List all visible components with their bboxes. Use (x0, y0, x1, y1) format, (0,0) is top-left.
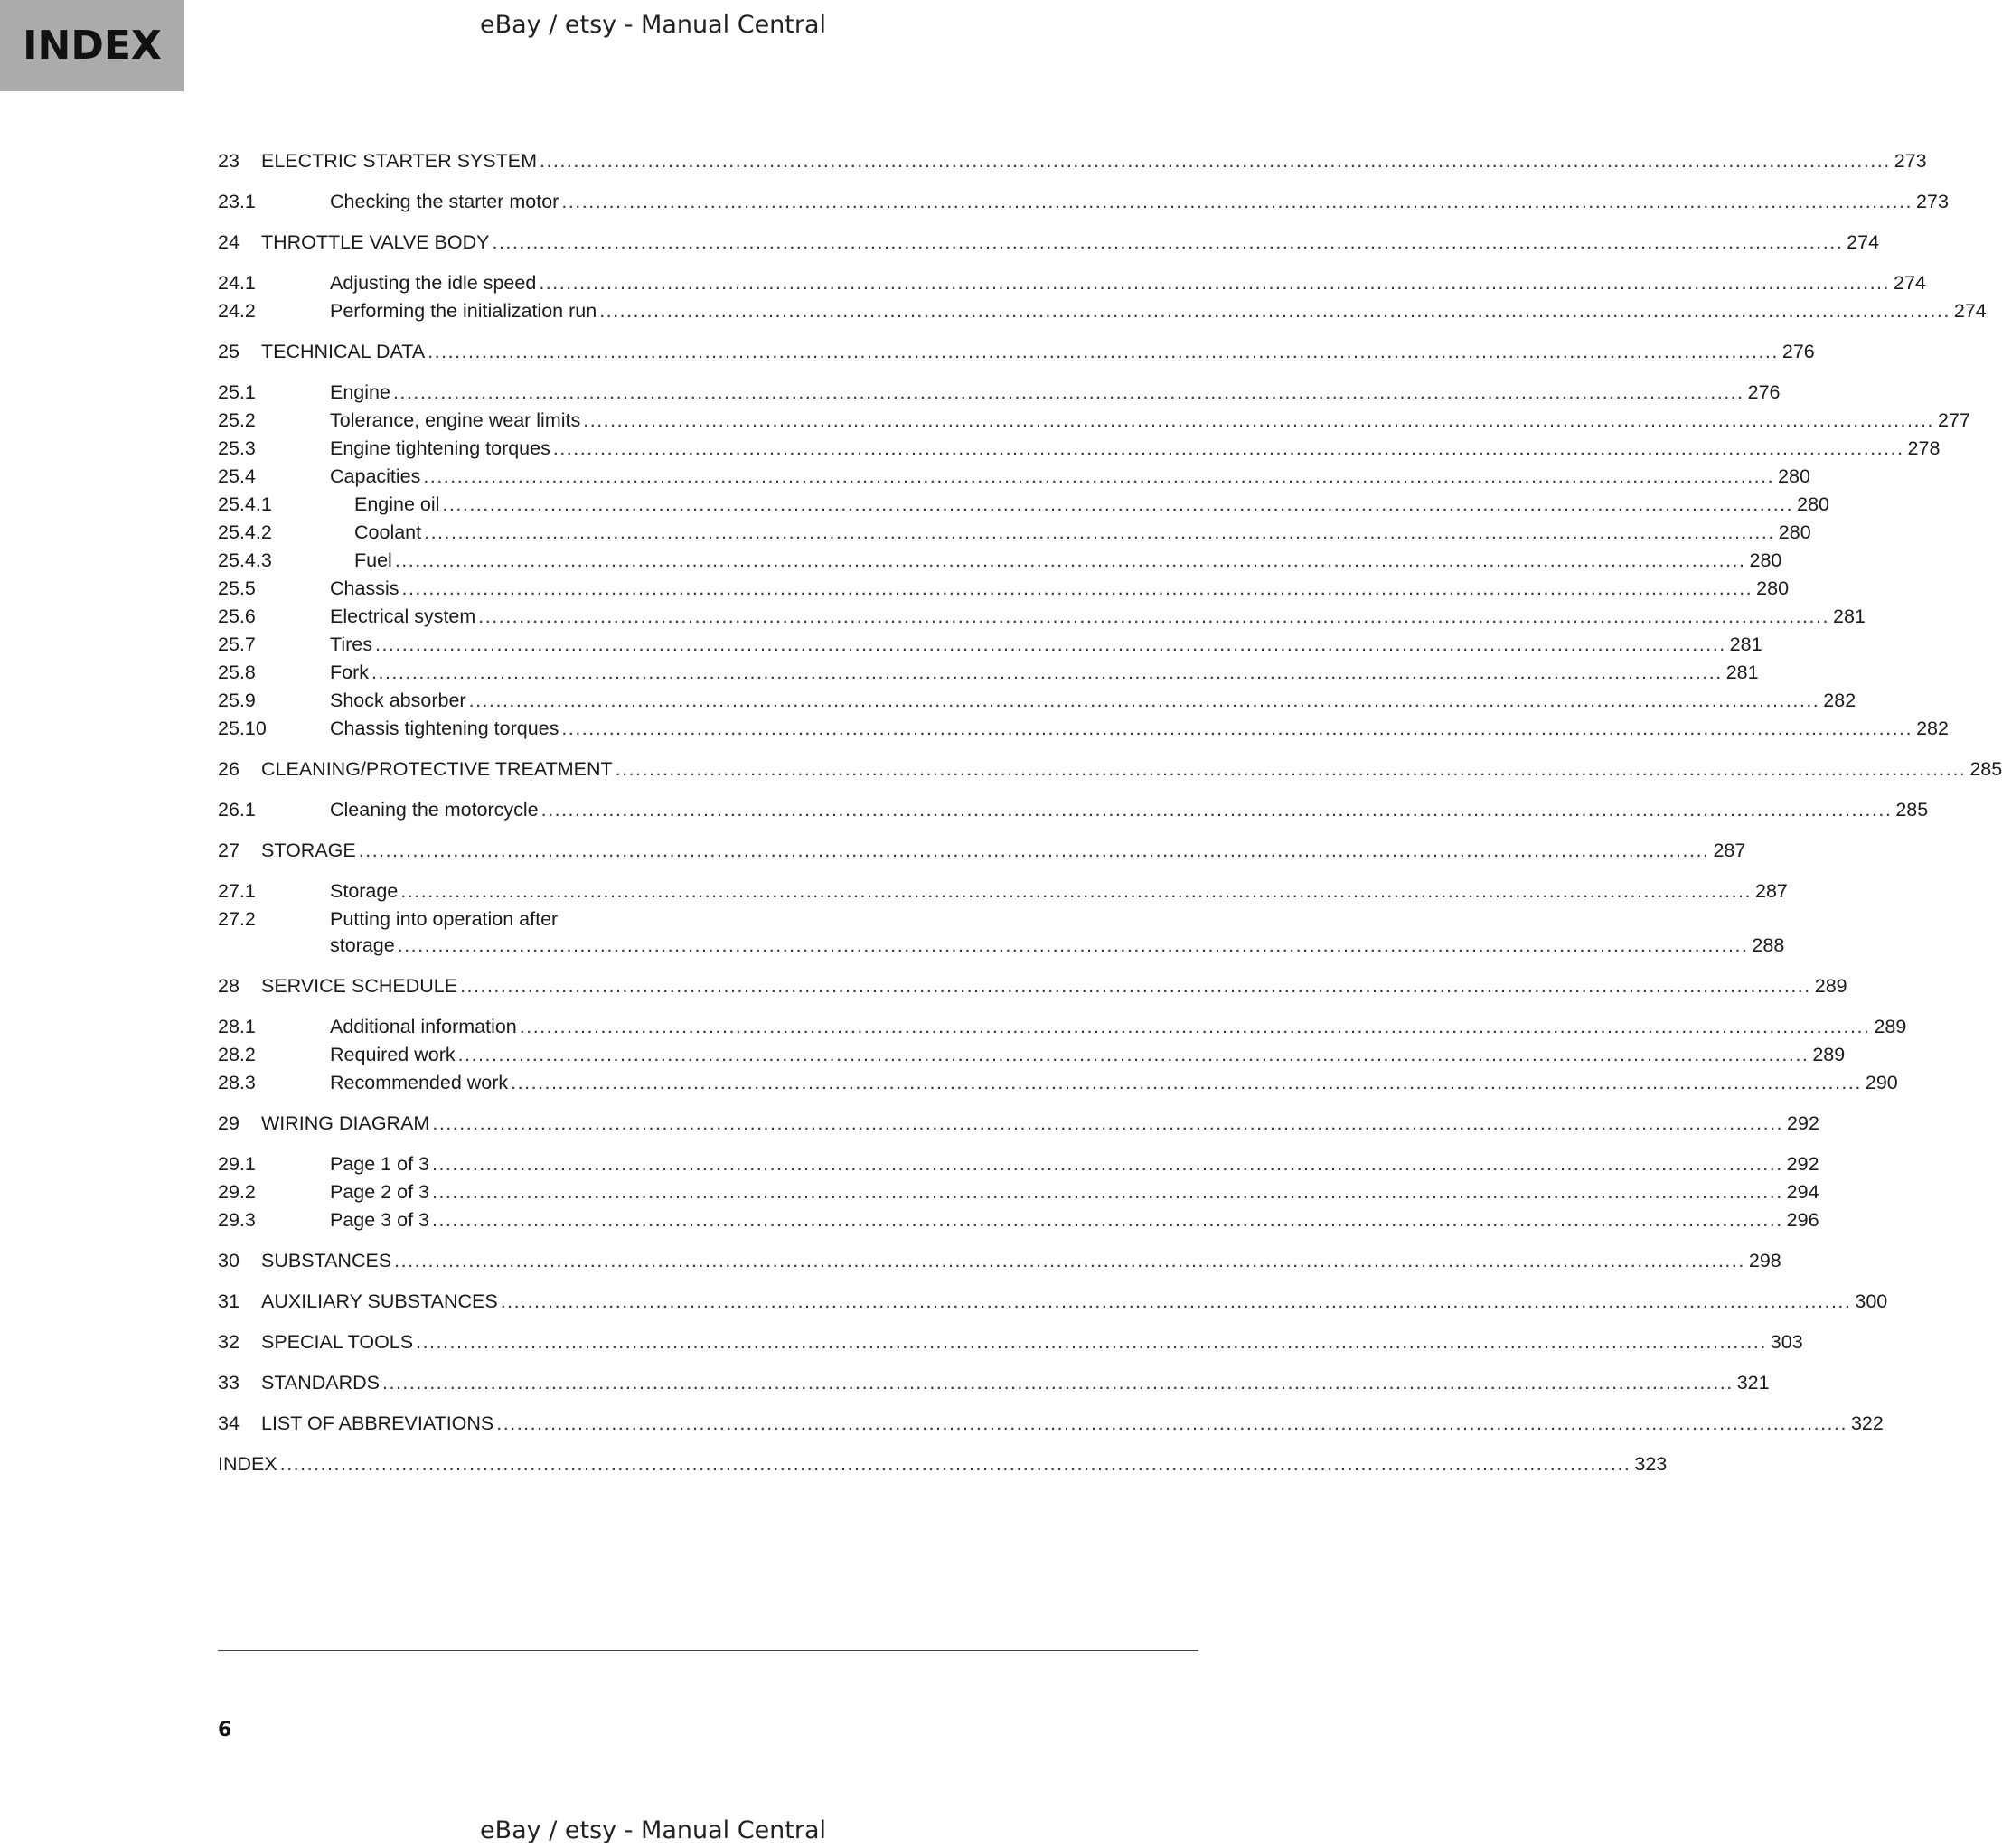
dot-leader: ........................................................................................................................................................................................................ (382, 1372, 1734, 1393)
dot-leader: ........................................................................................................................................................................................................ (540, 799, 1893, 821)
dot-leader: ........................................................................................................................................................................................................ (615, 758, 1967, 780)
toc-entry[interactable] (218, 575, 1790, 603)
toc-entry[interactable] (218, 1450, 1668, 1478)
toc-entry-title: Recommended work (330, 1072, 509, 1093)
toc-entry[interactable] (218, 1178, 1819, 1206)
toc-entry-page: 277 (1937, 409, 1970, 431)
toc-entry-page: 281 (1725, 661, 1759, 683)
dot-leader: ........................................................................................................................................................................................................ (478, 605, 1829, 627)
toc-entry-page: 321 (1736, 1372, 1770, 1393)
toc-entry-page: 292 (1786, 1153, 1819, 1175)
toc-entry[interactable] (218, 1247, 1781, 1275)
toc-entry-title: WIRING DIAGRAM (261, 1112, 430, 1134)
toc-entry-number: 25.4 (218, 465, 256, 487)
toc-entry[interactable] (218, 1369, 1770, 1397)
toc-entry-title: Checking the starter motor (330, 191, 559, 212)
toc-entry-page: 273 (1916, 191, 1949, 212)
toc-entry-number: 30 (218, 1250, 240, 1271)
toc-entry-number: 25.8 (218, 661, 256, 683)
dot-leader: ........................................................................................................................................................................................................ (392, 381, 1744, 403)
dot-leader: ........................................................................................................................................................................................................ (492, 231, 1844, 253)
toc-entry-page: 285 (1895, 799, 1929, 821)
toc-entry-number: 27 (218, 840, 240, 861)
toc-entry[interactable] (218, 519, 1811, 547)
toc-entry[interactable] (218, 659, 1759, 687)
toc-entry-title: Performing the initialization run (330, 300, 597, 322)
toc-entry-title: Electrical system (330, 605, 476, 627)
toc-entry[interactable] (218, 407, 1970, 435)
toc-entry-title: Capacities (330, 465, 421, 487)
toc-entry-page: 280 (1797, 493, 1829, 515)
toc-entry-number: 23 (218, 150, 240, 172)
toc-entry-title: STORAGE (261, 840, 356, 861)
dot-leader: ........................................................................................................................................................................................................ (457, 1044, 1809, 1065)
toc-entry[interactable] (218, 435, 1941, 463)
toc-entry-page: 303 (1770, 1331, 1803, 1353)
toc-entry-title: Page 3 of 3 (330, 1209, 429, 1231)
toc-entry[interactable] (218, 338, 1815, 366)
toc-entry-page: 280 (1778, 521, 1811, 543)
toc-entry-number: 31 (218, 1290, 240, 1312)
dot-leader: ........................................................................................................................................................................................................ (431, 1209, 1783, 1231)
toc-entry-page: 278 (1907, 437, 1941, 459)
toc-entry-number: 25.5 (218, 577, 256, 599)
toc-entry[interactable] (218, 877, 1788, 905)
dot-leader: ........................................................................................................................................................................................................ (358, 840, 1710, 861)
toc-entry-number: 28.2 (218, 1044, 256, 1065)
toc-entry-number: 27.1 (218, 880, 256, 902)
dot-leader: ........................................................................................................................................................................................................ (431, 1153, 1783, 1175)
toc-entry[interactable] (218, 1041, 1846, 1069)
toc-entry-page: 276 (1747, 381, 1781, 403)
toc-entry[interactable] (218, 1110, 1819, 1138)
toc-entry-title: Adjusting the idle speed (330, 272, 537, 294)
toc-entry-title: STANDARDS (261, 1372, 381, 1393)
toc-entry-number: 23.1 (218, 191, 256, 212)
toc-entry[interactable] (218, 1013, 1907, 1041)
toc-entry-number: 25 (218, 341, 240, 362)
toc-entry[interactable] (218, 547, 1782, 575)
toc-entry-page: 280 (1778, 465, 1810, 487)
toc-entry[interactable] (218, 796, 1929, 824)
toc-entry-page: 300 (1855, 1290, 1888, 1312)
toc-entry[interactable] (218, 463, 1810, 491)
toc-entry-number: 24.2 (218, 300, 256, 322)
toc-entry[interactable] (218, 1069, 1898, 1097)
toc-entry-page: 323 (1634, 1453, 1668, 1475)
dot-leader: ........................................................................................................................................................................................................ (374, 633, 1726, 655)
toc-entry-title: ELECTRIC STARTER SYSTEM (261, 150, 538, 172)
toc-entry-title: CLEANING/PROTECTIVE TREATMENT (261, 758, 613, 780)
toc-entry-title: Tolerance, engine wear limits (330, 409, 581, 431)
toc-entry-title: Coolant (354, 521, 422, 543)
dot-leader: ........................................................................................................................................................................................................ (400, 880, 1752, 902)
toc-entry[interactable] (218, 1410, 1884, 1438)
toc-entry-title: Putting into operation after (330, 908, 559, 930)
dot-leader: ........................................................................................................................................................................................................ (561, 718, 1913, 739)
toc-entry[interactable] (218, 1328, 1803, 1356)
dot-leader: ........................................................................................................................................................................................................ (394, 1250, 1745, 1271)
toc-entry-title: THROTTLE VALVE BODY (261, 231, 490, 253)
dot-leader: ........................................................................................................................................................................................................ (540, 150, 1891, 172)
toc-entry[interactable] (218, 1288, 1888, 1316)
toc-entry-page: 281 (1729, 633, 1762, 655)
toc-entry-page: 294 (1786, 1181, 1819, 1203)
toc-entry-number: 34 (218, 1412, 240, 1434)
toc-entry-number: 28.3 (218, 1072, 256, 1093)
dot-leader: ........................................................................................................................................................................................................ (519, 1016, 1871, 1037)
toc-entry-title: Additional information (330, 1016, 517, 1037)
toc-entry-number: 25.4.3 (218, 549, 272, 571)
toc-entry[interactable] (218, 1206, 1819, 1234)
toc-entry-title: Page 1 of 3 (330, 1153, 429, 1175)
toc-entry-number: 29.2 (218, 1181, 256, 1203)
toc-entry-number: 26.1 (218, 799, 256, 821)
toc-entry[interactable] (218, 905, 692, 933)
toc-entry-number: 25.2 (218, 409, 256, 431)
toc-entry-number: 25.9 (218, 689, 256, 711)
dot-leader: ........................................................................................................................................................................................................ (599, 300, 1950, 322)
toc-entry-title: Storage (330, 880, 399, 902)
dot-leader: ........................................................................................................................................................................................................ (552, 437, 1904, 459)
toc-entry-title: Tires (330, 633, 372, 655)
toc-entry[interactable] (218, 147, 1927, 175)
toc-entry-number: 26 (218, 758, 240, 780)
dot-leader: ........................................................................................................................................................................................................ (371, 661, 1723, 683)
toc-entry-page: 289 (1874, 1016, 1907, 1037)
index-tab-label: INDEX (23, 23, 162, 69)
toc-entry-number: 24 (218, 231, 240, 253)
dot-leader: ........................................................................................................................................................................................................ (468, 689, 1820, 711)
toc-entry[interactable] (218, 755, 2002, 783)
dot-leader: ........................................................................................................................................................................................................ (401, 577, 1753, 599)
toc-entry-page: 287 (1755, 880, 1788, 902)
dot-leader: ........................................................................................................................................................................................................ (539, 272, 1890, 294)
toc-entry-title: Engine (330, 381, 390, 403)
toc-entry-page: 280 (1749, 549, 1782, 571)
dot-leader: ........................................................................................................................................................................................................ (428, 341, 1779, 362)
toc-entry[interactable] (218, 379, 1781, 407)
toc-entry-page: 274 (1953, 300, 1987, 322)
toc-entry-number: 29.1 (218, 1153, 256, 1175)
toc-entry-title: INDEX (218, 1453, 277, 1475)
toc-entry-page: 288 (1752, 934, 1785, 956)
dot-leader: ........................................................................................................................................................................................................ (500, 1290, 1852, 1312)
toc-entry-title: Chassis (330, 577, 399, 599)
toc-entry-title: Fuel (354, 549, 392, 571)
toc-entry[interactable] (218, 631, 1762, 659)
toc-entry-page: 290 (1865, 1072, 1898, 1093)
toc-entry-title: Required work (330, 1044, 456, 1065)
toc-entry-number: 28 (218, 975, 240, 997)
dot-leader: ........................................................................................................................................................................................................ (279, 1453, 1631, 1475)
toc-entry-page: 285 (1969, 758, 2002, 780)
toc-entry-number: 25.7 (218, 633, 256, 655)
toc-entry-page: 292 (1787, 1112, 1819, 1134)
toc-entry-title: Fork (330, 661, 369, 683)
dot-leader: ........................................................................................................................................................................................................ (496, 1412, 1847, 1434)
dot-leader: ........................................................................................................................................................................................................ (431, 1181, 1783, 1203)
toc-entry-number: 25.4.2 (218, 521, 272, 543)
toc-entry-title: SUBSTANCES (261, 1250, 392, 1271)
toc-entry-title: Page 2 of 3 (330, 1181, 429, 1203)
toc-entry-number: 28.1 (218, 1016, 256, 1037)
toc-entry[interactable] (218, 687, 1856, 715)
dot-leader: ........................................................................................................................................................................................................ (583, 409, 1934, 431)
dot-leader: ........................................................................................................................................................................................................ (460, 975, 1811, 997)
toc-entry-page: 282 (1916, 718, 1949, 739)
toc-entry-title: Engine oil (354, 493, 440, 515)
toc-entry[interactable] (218, 715, 1949, 743)
toc-entry-page: 296 (1786, 1209, 1819, 1231)
dot-leader: ........................................................................................................................................................................................................ (423, 465, 1775, 487)
footer-watermark: eBay / etsy - Manual Central (479, 1816, 827, 1844)
toc-entry-page: 322 (1850, 1412, 1884, 1434)
toc-entry[interactable] (218, 188, 1949, 216)
toc-entry-page: 289 (1814, 975, 1847, 997)
dot-leader: ........................................................................................................................................................................................................ (432, 1112, 1784, 1134)
toc-entry-page: 280 (1756, 577, 1790, 599)
toc-entry-page: 289 (1812, 1044, 1846, 1065)
toc-entry-title-continued: storage (330, 934, 395, 956)
toc-entry-page: 274 (1894, 272, 1926, 294)
toc-entry[interactable] (218, 491, 1829, 519)
footer-divider (218, 1650, 1198, 1651)
toc-entry[interactable] (218, 972, 1847, 1000)
toc-entry-page: 281 (1832, 605, 1866, 627)
dot-leader: ........................................................................................................................................................................................................ (424, 521, 1775, 543)
dot-leader: ........................................................................................................................................................................................................ (442, 493, 1794, 515)
toc-entry-number: 32 (218, 1331, 240, 1353)
toc-entry-title: AUXILIARY SUBSTANCES (261, 1290, 498, 1312)
toc-entry-title: SPECIAL TOOLS (261, 1331, 414, 1353)
toc-entry[interactable] (218, 297, 1987, 325)
toc-entry[interactable] (218, 269, 1926, 297)
toc-entry-page: 274 (1847, 231, 1880, 253)
toc-entry-title: TECHNICAL DATA (261, 341, 426, 362)
toc-entry-page: 282 (1823, 689, 1856, 711)
toc-entry-title: LIST OF ABBREVIATIONS (261, 1412, 494, 1434)
toc-entry-number: 29.3 (218, 1209, 256, 1231)
toc-entry-number: 25.10 (218, 718, 267, 739)
toc-entry-number: 33 (218, 1372, 240, 1393)
dot-leader: ........................................................................................................................................................................................................ (511, 1072, 1862, 1093)
toc-entry[interactable] (218, 229, 1880, 257)
toc-entry-title: Chassis tightening torques (330, 718, 559, 739)
dot-leader: ........................................................................................................................................................................................................ (394, 549, 1746, 571)
dot-leader: ........................................................................................................................................................................................................ (397, 934, 1749, 956)
toc-entry-title: SERVICE SCHEDULE (261, 975, 458, 997)
toc-entry-page: 287 (1713, 840, 1746, 861)
toc-entry-page: 298 (1748, 1250, 1781, 1271)
page-number: 6 (218, 1719, 232, 1741)
toc-entry-number: 25.3 (218, 437, 256, 459)
toc-entry[interactable] (218, 837, 1746, 865)
toc-entry[interactable] (218, 1150, 1819, 1178)
toc-entry-title: Engine tightening torques (330, 437, 550, 459)
dot-leader: ........................................................................................................................................................................................................ (416, 1331, 1767, 1353)
toc-entry-page: 276 (1781, 341, 1815, 362)
toc-entry-number: 25.1 (218, 381, 256, 403)
toc-entry-title: Cleaning the motorcycle (330, 799, 539, 821)
toc-entry-page: 273 (1894, 150, 1927, 172)
dot-leader: ........................................................................................................................................................................................................ (561, 191, 1913, 212)
toc-entry-number: 24.1 (218, 272, 256, 294)
toc-entry-number: 27.2 (218, 908, 256, 930)
toc-entry-continuation[interactable] (218, 932, 1785, 960)
toc-entry-number: 25.6 (218, 605, 256, 627)
header-watermark: eBay / etsy - Manual Central (479, 11, 827, 39)
toc-entry-number: 25.4.1 (218, 493, 272, 515)
toc-entry[interactable] (218, 603, 1866, 631)
toc-entry-number: 29 (218, 1112, 240, 1134)
toc-entry-title: Shock absorber (330, 689, 466, 711)
